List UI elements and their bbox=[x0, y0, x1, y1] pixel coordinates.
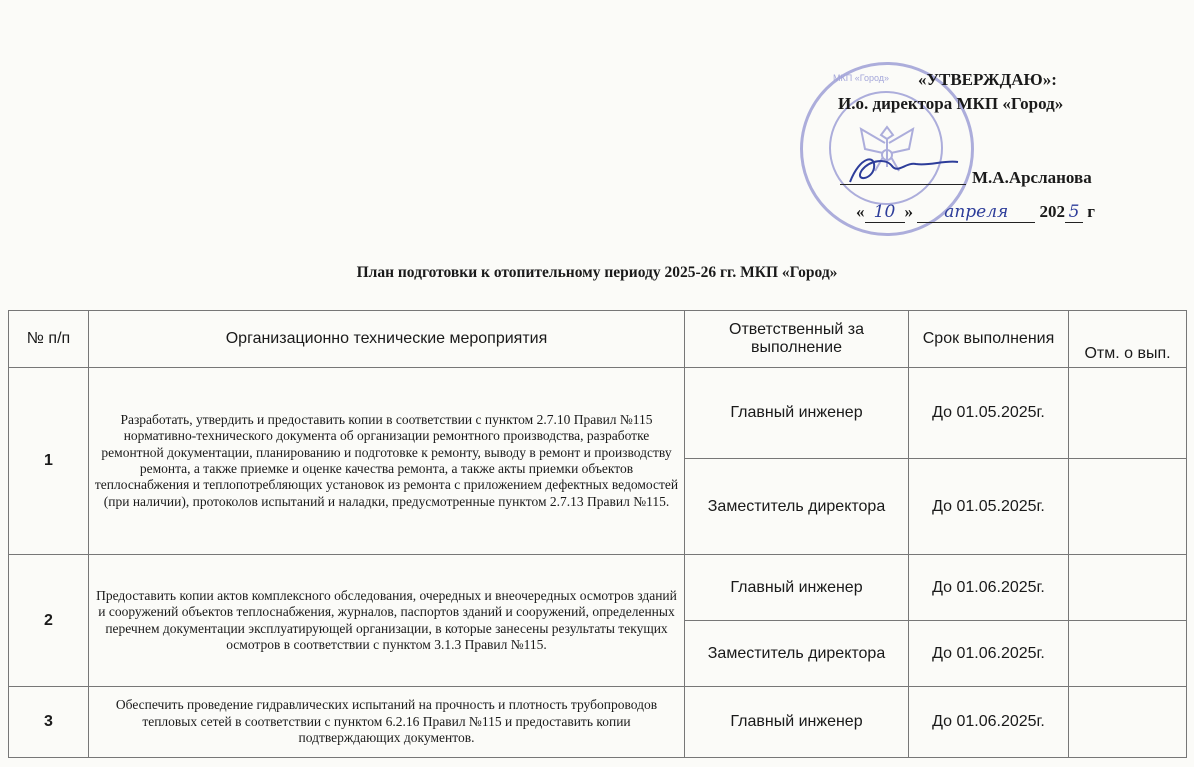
approval-position: И.о. директора МКП «Город» bbox=[838, 94, 1064, 113]
deadline-cell: До 01.05.2025г. bbox=[909, 368, 1069, 459]
header-task: Организационно технические мероприятия bbox=[89, 311, 685, 368]
table-row bbox=[9, 555, 1187, 621]
table-row bbox=[9, 687, 1187, 758]
document-title: План подготовки к отопительному периоду 2025-26 гг. МКП «Город» bbox=[356, 264, 838, 281]
mark-cell bbox=[1069, 621, 1187, 687]
row-number: 1 bbox=[9, 368, 89, 555]
header-responsible: Ответственный за выполнение bbox=[685, 311, 909, 368]
director-signature bbox=[840, 152, 966, 188]
header-num: № п/п bbox=[9, 311, 89, 368]
deadline-cell: До 01.06.2025г. bbox=[909, 621, 1069, 687]
header-deadline: Срок выполнения bbox=[909, 311, 1069, 368]
responsible-cell: Главный инженер bbox=[685, 687, 909, 758]
deadline-cell: До 01.05.2025г. bbox=[909, 459, 1069, 555]
mark-cell bbox=[1069, 459, 1187, 555]
date-year-digit: 5 bbox=[1065, 202, 1083, 223]
approval-heading: «УТВЕРЖДАЮ»: bbox=[918, 70, 1057, 89]
date-day: 10 bbox=[865, 202, 905, 223]
responsible-cell: Главный инженер bbox=[685, 368, 909, 459]
task-description: Разработать, утвердить и предоставить копии в соответствии с пунктом 2.7.10 Правил №115 нормативно-технического документа об организации ремонтного производства, разработке ремонтной документации, планированию и подготовке к ремонту, выводу в ремонт и производству ремонта, а также приемке и оценке качества ремонта, а также акты приемки объектов теплоснабжения и теплопотребляющих установок из ремонта с приложением дефектных ведомостей (при наличии), протоколов испытаний и наладки, предусмотренные пунктом 2.7.13 Правил №115. bbox=[89, 368, 685, 555]
mark-cell bbox=[1069, 368, 1187, 459]
date-month: апреля bbox=[917, 202, 1035, 223]
task-description: Обеспечить проведение гидравлических испытаний на прочность и плотность трубопроводов тепловых сетей в соответствии с пунктом 6.2.16 Правил №115 и предоставить копии подтверждающих документов. bbox=[89, 687, 685, 758]
table-row bbox=[9, 368, 1187, 459]
plan-table bbox=[8, 310, 1187, 758]
table-header-row bbox=[9, 311, 1187, 368]
responsible-cell: Заместитель директора bbox=[685, 459, 909, 555]
mark-cell bbox=[1069, 687, 1187, 758]
row-number: 2 bbox=[9, 555, 89, 687]
row-number: 3 bbox=[9, 687, 89, 758]
deadline-cell: До 01.06.2025г. bbox=[909, 687, 1069, 758]
approval-date: « 10 » апреля 202 5 г bbox=[856, 202, 1095, 222]
mark-cell bbox=[1069, 555, 1187, 621]
approval-block bbox=[800, 56, 1180, 256]
stamp-text: МКП «Город» bbox=[833, 73, 890, 83]
responsible-cell: Главный инженер bbox=[685, 555, 909, 621]
responsible-cell: Заместитель директора bbox=[685, 621, 909, 687]
director-name: М.А.Арсланова bbox=[972, 168, 1092, 187]
deadline-cell: До 01.06.2025г. bbox=[909, 555, 1069, 621]
header-mark: Отм. о вып. bbox=[1069, 311, 1187, 368]
task-description: Предоставить копии актов комплексного обследования, очередных и внеочередных осмотров зданий и сооружений объектов теплоснабжения, журналов, паспортов зданий и сооружений, определенных перечнем документации эксплуатирующей организации, в которые занесены результаты текущих осмотров в соответствии с пунктом 3.1.3 Правил №115. bbox=[89, 555, 685, 687]
